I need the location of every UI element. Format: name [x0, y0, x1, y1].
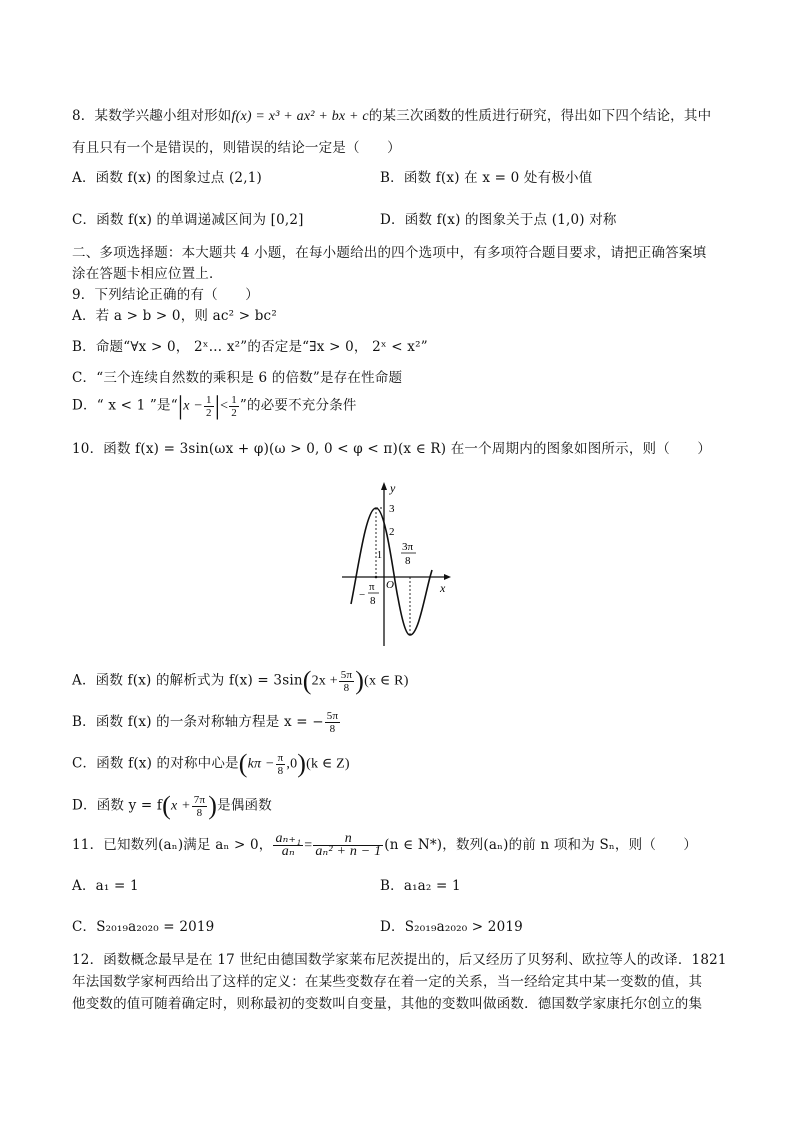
section2-line-2: 涂在答题卡相应位置上．: [72, 266, 223, 282]
tick-2: 2: [389, 526, 395, 538]
x-label: x: [440, 581, 446, 595]
frac-den: 8: [196, 806, 203, 819]
frac-num: 1: [231, 393, 237, 406]
q10-c-inner2: ,0: [286, 756, 298, 772]
tick-3: 3: [389, 503, 395, 515]
paren-right: ): [297, 749, 307, 778]
q11-stem: [72, 833, 697, 858]
frac-num: π: [277, 751, 284, 764]
q8-stem-text-2: 的某三次函数的性质进行研究，得出如下四个结论，其中: [368, 108, 712, 124]
paren-right: ): [355, 666, 365, 695]
q11-eq: =: [304, 838, 313, 853]
paren-left: (: [302, 666, 312, 695]
q10-a-inner: 2x +: [311, 673, 338, 689]
frac-den: 8: [277, 764, 284, 777]
frac-den: 8: [343, 681, 350, 694]
q11-option-b: B．a₁a₂ = 1: [380, 878, 461, 894]
q11-stem-a: 11．已知数列(aₙ)满足 aₙ > 0，: [72, 837, 273, 853]
abs-bar-right: |: [214, 391, 221, 420]
frac-num: n: [313, 833, 383, 846]
neg-pi8-den: 8: [370, 595, 376, 607]
q9-d-suffix: ”的必要不充分条件: [239, 397, 357, 414]
q10-option-b: [72, 710, 341, 735]
frac-den: 2: [205, 406, 212, 419]
q9-d-lt: <: [220, 398, 229, 414]
q9-option-c: C．“三个连续自然数的乘积是 6 的倍数”是存在性命题: [72, 370, 403, 386]
paren-left: (: [238, 749, 248, 778]
paren-left: (: [162, 791, 171, 820]
neg-pi8-num: π: [369, 581, 375, 593]
q10-a-frac: [339, 669, 354, 694]
marker-neg-pi8: [375, 576, 378, 579]
q11-option-a: A．a₁ = 1: [72, 878, 139, 894]
frac-den: 8: [329, 723, 336, 735]
q10-a-suffix: (x ∈ R): [364, 673, 409, 689]
q10-option-d: [72, 793, 272, 819]
q8-option-b: B．函数 f(x) 在 x = 0 处有极小值: [380, 170, 593, 186]
q8-option-d: D．函数 f(x) 的图象关于点 (1,0) 对称: [380, 212, 617, 228]
q8-formula: f(x) = x³ + ax² + bx + c: [231, 109, 369, 124]
paren-right: ): [208, 791, 218, 820]
neg-sign: −: [359, 589, 366, 601]
abs-bar-left: |: [177, 391, 184, 420]
q9-option-b: B．命题“∀x > 0， 2ˣ… x²”的否定是“∃x > 0， 2ˣ < x²”: [72, 339, 428, 355]
q8-option-c: C．函数 f(x) 的单调递减区间为 [0,2]: [72, 212, 304, 228]
q8-stem-text: 8．某数学兴趣小组对形如: [72, 108, 232, 124]
frac-num: 1: [205, 393, 212, 406]
threepi8-den: 8: [405, 555, 411, 567]
q8-line-1: [72, 107, 711, 126]
q12-line-2: 年法国数学家柯西给出了这样的定义：在某些变数存在着一定的关系，当一经给定其中某一变数的值，其: [72, 974, 703, 990]
q11-stem-b: (n ∈ N*)，数列(aₙ)的前 n 项和为 Sₙ，则（ ）: [384, 837, 698, 853]
tick-1: 1: [377, 550, 382, 561]
frac-num: 7π: [193, 793, 206, 806]
q10-c-suffix: (k ∈ Z): [306, 756, 350, 772]
frac-num: aₙ₊₁: [275, 831, 302, 846]
q10-d-frac: [192, 794, 207, 819]
q11-frac-rhs: [313, 833, 383, 858]
q10-option-a: [72, 668, 409, 694]
q12-line-1: 12．函数概念最早是在 17 世纪由德国数学家莱布尼茨提出的，后又经历了贝努利、欧拉等人的改译．1821: [72, 952, 727, 968]
frac-den: 2: [231, 406, 237, 419]
q12-line-3: 他变数的值可随着确定时，则称最初的变数叫自变量，其他的变数叫做函数．德国数学家康托尔创立的集: [72, 996, 703, 1012]
x-axis-arrow: [444, 574, 451, 580]
q10-a-prefix: A．函数 f(x) 的解析式为 f(x) = 3sin: [72, 672, 303, 689]
frac-num: 5π: [326, 710, 339, 722]
q10-option-c: [72, 751, 350, 777]
q10-d-suffix: 是偶函数: [217, 797, 272, 814]
q11-option-d: D．S₂₀₁₉a₂₀₂₀ > 2019: [380, 919, 523, 935]
q9-d-frac1: [204, 394, 214, 419]
q11-option-c: C．S₂₀₁₉a₂₀₂₀ = 2019: [72, 919, 215, 935]
q10-c-prefix: C．函数 f(x) 的对称中心是: [72, 755, 239, 772]
threepi8-num: 3π: [402, 541, 414, 553]
q9-d-frac2: [229, 394, 239, 419]
q10-b-prefix: B．函数 f(x) 的一条对称轴方程是 x = −: [72, 714, 324, 730]
q9-d-x: x −: [183, 398, 203, 414]
q10-b-frac: [325, 710, 340, 735]
y-axis-arrow: [381, 482, 387, 490]
section2-line-1: 二、多项选择题：本大题共 4 小题，在每小题给出的四个选项中，有多项符合题目要求，请把正确答案填: [72, 245, 707, 261]
q9-d-prefix: D．“ x < 1 ”是“: [72, 397, 178, 414]
q10-stem: 10．函数 f(x) = 3sin(ωx + φ)(ω > 0, 0 < φ < π)(x ∈ R) 在一个周期内的图象如图所示，则（ ）: [72, 441, 712, 457]
frac-den: aₙ: [281, 844, 295, 859]
q10-d-inner: x +: [171, 798, 191, 814]
origin-label: O: [386, 579, 394, 591]
q10-c-inner: kπ −: [247, 756, 275, 772]
q11-frac-ratio: [273, 833, 303, 858]
q10-d-prefix: D．函数 y = f: [72, 797, 163, 814]
q9-option-d: [72, 393, 357, 419]
q10-c-frac: [276, 752, 286, 777]
q9-stem: 9．下列结论正确的有（ ）: [72, 287, 259, 303]
y-label: y: [390, 481, 396, 495]
q8-option-a: A．函数 f(x) 的图象过点 (2,1): [72, 170, 262, 186]
q8-line-2: 有且只有一个是错误的，则错误的结论一定是（ ）: [72, 140, 401, 156]
frac-den: aₙ² + n − 1: [315, 844, 382, 859]
frac-num: 5π: [340, 668, 353, 681]
q9-option-a: A．若 a > b > 0，则 ac² > bc²: [72, 308, 277, 324]
sine-graph: [338, 480, 456, 648]
